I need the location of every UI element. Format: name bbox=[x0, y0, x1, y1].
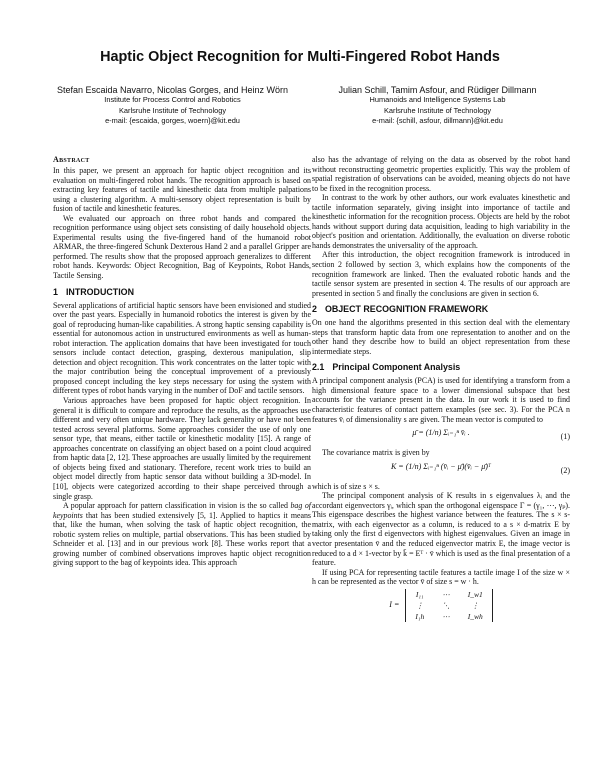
section-heading bbox=[53, 287, 311, 297]
matrix-row bbox=[406, 589, 492, 600]
text-run: that has been studied extensively [5, 1]. Applied to haptics it means that, like the human, when solving the task of haptic object recognition, the robotic system relies on multiple, partial observations. This has been studied by Schneider et al. [13] and in our previous work [8]. These works report that a growing number of combined observations improves haptic object recognition giving support to the bag of keypoints idea. This approach bbox=[53, 510, 311, 568]
author-names: Stefan Escaida Navarro, Nicolas Gorges, and Heinz Wörn bbox=[56, 85, 289, 95]
abstract-heading: Abstract bbox=[53, 155, 90, 164]
author-email: e-mail: {escaida, gorges, woern}@kit.edu bbox=[105, 116, 240, 126]
section-title: OBJECT RECOGNITION FRAMEWORK bbox=[324, 304, 489, 315]
matrix-cell: ⋮ bbox=[416, 600, 424, 610]
author-institute: Humanoids and Intelligence Systems Lab bbox=[369, 95, 506, 105]
body-paragraph: In contrast to the work by other authors, our work evaluates kinesthetic and tactile information separately, giving insight into importance of tactile and kinesthetic information for the recognition process. Objects are held by the robot hands without support during data acquisition, leading to high variability in the object's position and orientation. Additionally, the evaluation on diverse robotic hands demonstrates the universality of the approach. bbox=[312, 193, 570, 250]
equation-1 bbox=[312, 424, 570, 448]
author-university: Karlsruhe Institute of Technology bbox=[383, 105, 492, 115]
body-paragraph: On one hand the algorithms presented in this section deal with the elementary steps that transform haptic data from one representation to another and on the other hand they describe how to build an object representation from these intermediate steps. bbox=[312, 318, 570, 356]
author-block-right bbox=[305, 85, 570, 127]
matrix-cell: ⋮ bbox=[471, 600, 479, 610]
equation-number: (1) bbox=[560, 432, 570, 442]
image-matrix bbox=[312, 587, 570, 631]
body-paragraph: The covariance matrix is given by bbox=[322, 448, 430, 458]
matrix-cell: ⋯ bbox=[442, 589, 450, 599]
abstract-paragraph: In this paper, we present an approach for haptic object recognition and its evaluation on multi-fingered robot hands. The recognition approach is based on extracting key features of tactile and kinesthetic data from multiple palpations using a clustering algorithm. A multi-sensory object representation is built by fusion of tactile and kinesthetic features. bbox=[53, 166, 311, 214]
matrix-cell: ⋯ bbox=[442, 611, 450, 621]
matrix-row bbox=[406, 611, 492, 622]
author-institute: Institute for Process Control and Robotics bbox=[104, 95, 241, 105]
section-heading bbox=[312, 304, 570, 314]
body-paragraph: If using PCA for representing tactile features a tactile image I of the size w × h can be represented as the vector v̄ of size s = w · h. bbox=[312, 567, 570, 587]
body-paragraph: After this introduction, the object recognition framework is introduced in section 2 followed by section 3, which explains how the components of the recognition framework are linked. Then the evaluated robotic hands and the tactile sensor system are presented in section 4. The results of our approach are presented in section 5 and finally the conclusions are given in section 6. bbox=[312, 250, 570, 298]
matrix-cell: I₁h bbox=[415, 611, 425, 621]
paper-title: Haptic Object Recognition for Multi-Fingered Robot Hands bbox=[100, 49, 500, 65]
section-number: 2 bbox=[312, 304, 317, 315]
abstract-paragraph: We evaluated our approach on three robot hands and compared the recognition performance using object sets consisting of daily household objects. Experimental results using the five-fingered hand of the humanoid robot ARMAR, the three-fingered Schunk Dexterous Hand 2 and a parallel Gripper are performed. The results show that the proposed approach generalizes to different robot hands. Keywords: Object Recognition, Bag of Keypoints, Robot Hands, Tactile Sensing. bbox=[53, 213, 311, 281]
left-column bbox=[53, 155, 311, 568]
emphasis-text: bag of keypoints bbox=[53, 501, 311, 520]
matrix-lhs: I = bbox=[389, 600, 400, 610]
equation-2 bbox=[312, 458, 570, 482]
equation-number: (2) bbox=[560, 465, 570, 475]
body-paragraph: which is of size s × s. bbox=[312, 481, 380, 491]
body-paragraph: The principal component analysis of K results in s eigenvalues λᵢ and the accordant eigenvectors γᵢ, which span the orthogonal eigenspace Γ = (γ₁, ⋯, γₚ). This eigenspace describes the highest variance between the features. The s × s-matrix, with each eigenvector as a column, is reduced to a s × d-matrix E by taking only the first d eigenvectors with highest eigenvalues. Given an image in vector presentation v̄ and the reduced eigenvector matrix E, the image vector is reduced to a d × 1-vector by k̄ = Eᵀ · v̄ which is used as the final presentation of a feature. bbox=[312, 491, 570, 568]
author-university: Karlsruhe Institute of Technology bbox=[118, 105, 227, 115]
body-paragraph bbox=[53, 501, 311, 568]
body-paragraph: also has the advantage of relying on the data as observed by the robot hand without reconstructing geometric properties explicitly. This way the problem of spatial registration of observations can be avoided, meaning objects do not have to be fixed in the recognition process. bbox=[312, 155, 570, 193]
author-block-left bbox=[40, 85, 305, 127]
equation-body: K = (1/n) Σᵢ₌₁ⁿ (v̄ᵢ − μ̄)(v̄ᵢ − μ̄)ᵀ bbox=[390, 461, 492, 471]
author-email: e-mail: {schill, asfour, dillmann}@kit.edu bbox=[372, 116, 503, 126]
section-title: Principal Component Analysis bbox=[332, 362, 461, 373]
author-names: Julian Schill, Tamim Asfour, and Rüdiger Dillmann bbox=[338, 85, 537, 95]
matrix-table bbox=[405, 589, 492, 622]
matrix-cell: I_w1 bbox=[467, 589, 483, 599]
matrix-cell: I₁₁ bbox=[415, 589, 424, 599]
body-paragraph: Several applications of artificial haptic sensors have been envisioned and studied over the past years. Especially in humanoid robotics the interest is given by the goal of reproducing human-like capabilities. A strong haptic sensing capability is essential for autonomous action in unstructured environments as well as human-robot interaction. The application domains that have been investigated for touch sensors include contact detection, grasping, dexterous manipulation, slip detection and object recognition. This work concentrates on the latter topic with the major contribution being the conceptual improvement of a previously proposed concept including the key steps necessary for using the system with different types of robot hands varying in the number of DoF and tactile sensors. bbox=[53, 300, 311, 396]
section-title: INTRODUCTION bbox=[65, 286, 134, 297]
body-paragraph: A principal component analysis (PCA) is used for identifying a transform from a high dimensional feature space to a lower dimensional subspace that best accounts for the variance present in the data. In our work it is used to find characteristic features of contact pattern examples (see sec. 3). For the PCA n features v̄ᵢ of dimensionality s are given. The mean vector is computed to bbox=[312, 376, 570, 424]
section-number: 2.1 bbox=[312, 362, 325, 373]
subsection-heading bbox=[312, 362, 570, 372]
matrix-cell: I_wh bbox=[467, 611, 483, 621]
matrix-cell: ⋱ bbox=[442, 600, 450, 610]
equation-body: μ̄ = (1/n) Σᵢ₌₁ⁿ v̄ᵢ . bbox=[412, 428, 470, 438]
text-run: A popular approach for pattern classification in vision is the so called bbox=[63, 501, 291, 511]
body-paragraph: Various approaches have been proposed for haptic object recognition. In general it is difficult to compare and reproduce the results, as the approaches use different and very often unique hardware. They lack generality or have not been tested across several platforms. Some approaches consider the use of only one sensor type, that means, either tactile or kinesthetic modality [15]. A range of approaches concentrate on classifying an object based on a point cloud acquired from haptic data [2, 12]. These approaches are usually limited by the requirement of objects being fixed and stationary. Therefore, recent work tries to build an object model directly from haptic sensor data without building a 3D-model. In [10], objects were categorized according to their shape perceived through a single grasp. bbox=[53, 396, 311, 501]
section-number: 1 bbox=[53, 286, 58, 297]
matrix-body bbox=[312, 589, 570, 622]
right-column bbox=[312, 155, 570, 631]
matrix-row bbox=[406, 600, 492, 611]
